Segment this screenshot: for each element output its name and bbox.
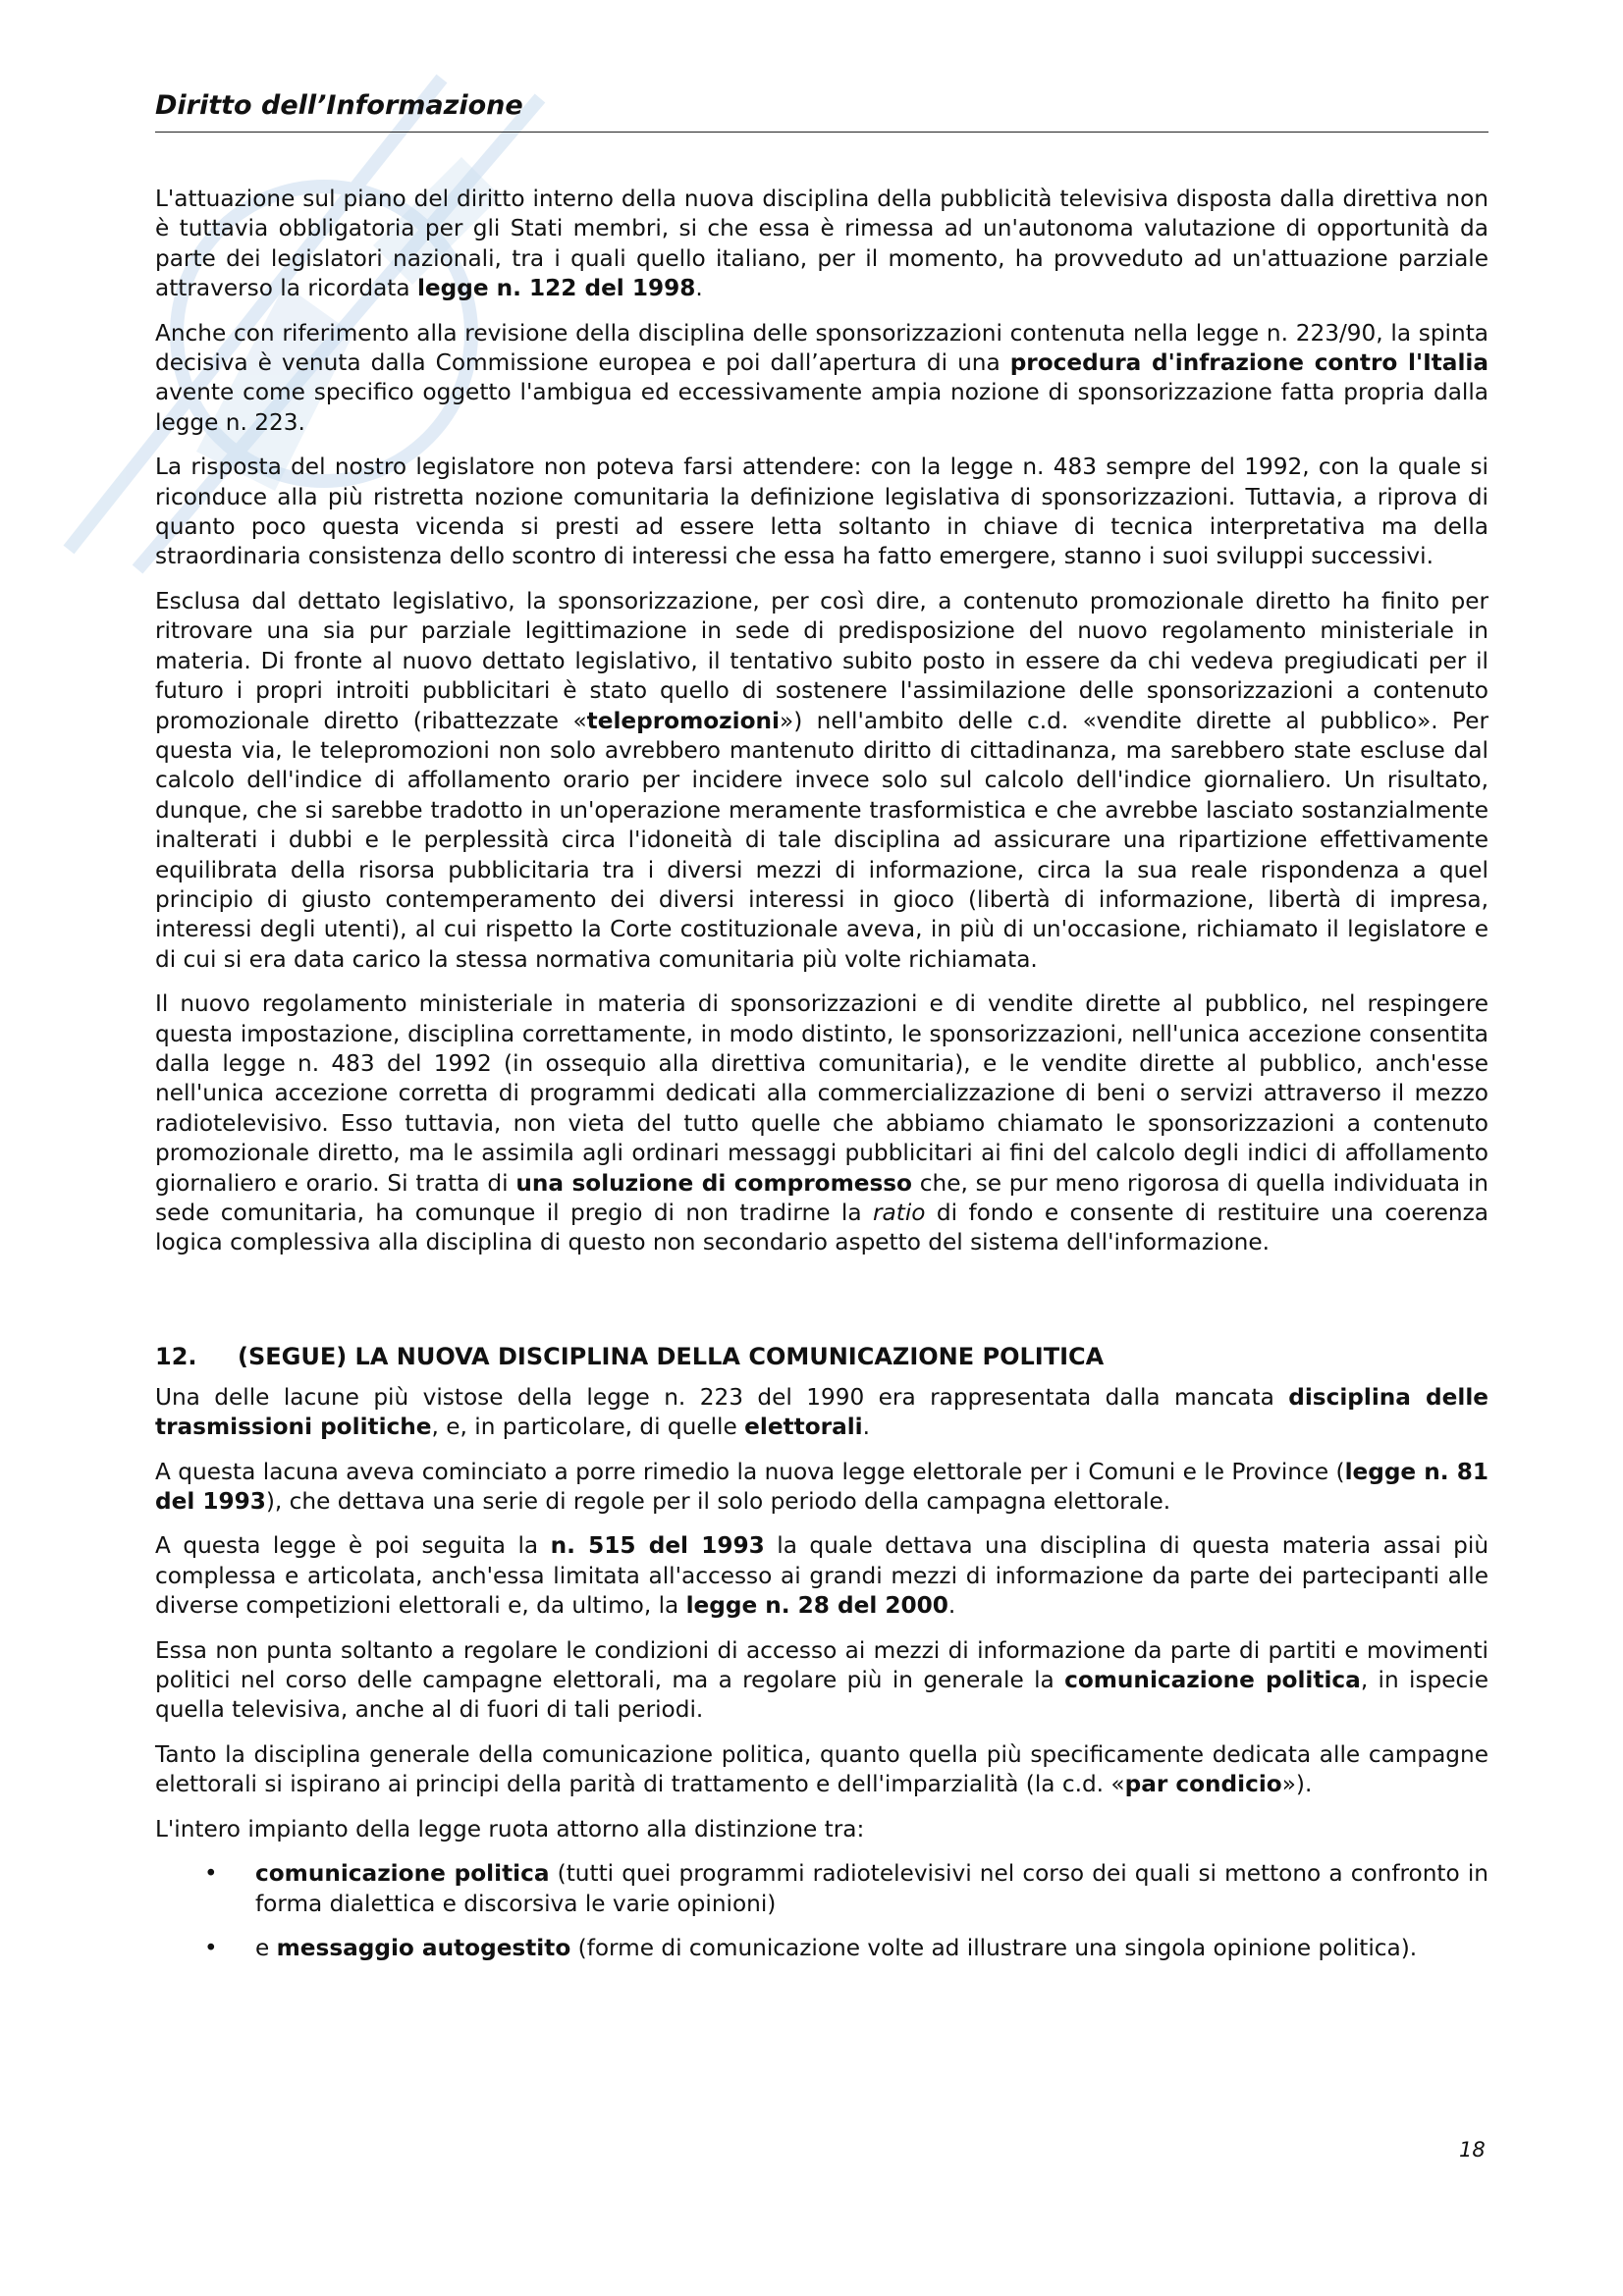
bullet-bold-text: comunicazione politica <box>255 1860 550 1888</box>
section-paragraph-bold-text: comunicazione politica <box>1064 1667 1361 1694</box>
section-paragraph <box>155 1383 1488 1443</box>
section-paragraphs <box>155 1383 1488 1844</box>
body-paragraph <box>155 185 1488 304</box>
body-paragraph-bold-text: legge n. 122 del 1998 <box>416 275 696 302</box>
section-paragraph-text: A questa legge è poi seguita la <box>155 1532 551 1560</box>
page-number: 18 <box>1459 2138 1486 2162</box>
body-paragraph-text: di fondo e consente di restituire una coerenza logica complessiva alla disciplina di questo non secondario aspetto del sistema dell'informazione. <box>155 1200 1488 1256</box>
body-paragraph-bold-text: procedura d'infrazione contro l'Italia <box>1009 349 1488 377</box>
bullet-text: (tutti quei programmi radiotelevisivi nel corso dei quali si mettono a confronto in forma dialettica e discorsiva le varie opinioni) <box>255 1860 1488 1917</box>
section-paragraph-text: la quale dettava una disciplina di questa materia assai più complessa e articolata, anch'essa limitata all'accesso ai grandi mezzi di informazione da parte dei partecipanti alle diverse competizioni elettorali e, da ultimo, la <box>155 1532 1489 1620</box>
bullet-item <box>155 1934 1488 1963</box>
bullet-icon: • <box>204 1935 218 1961</box>
body-paragraph-text: che, se pur meno rigorosa di quella individuata in sede comunitaria, ha comunque il pregio di non tradirne la <box>155 1169 1488 1226</box>
section-paragraph-text: . <box>862 1414 870 1441</box>
page-content <box>155 185 1488 1978</box>
bullet-item <box>155 1859 1488 1919</box>
body-paragraph <box>155 989 1488 1258</box>
section-paragraph-bold-text: disciplina delle trasmissioni politiche <box>155 1383 1488 1441</box>
body-paragraph-text: Esclusa dal dettato legislativo, la sponsorizzazione, per così dire, a contenuto promozionale diretto ha finito per ritrovare una sia pur parziale legittimazione in sede di predisposizione del nuovo regolamento ministeriale in materia. Di fronte al nuovo dettato legislativo, il tentativo subito posto in essere da chi vedeva pregiudicati per il futuro i propri introiti pubblicitari è stato quello di sostenere l'assimilazione delle sponsorizzazioni a contenuto promozionale diretto (ribattezzate « <box>155 587 1488 734</box>
bullet-bold-text: messaggio autogestito <box>276 1934 571 1961</box>
body-paragraph <box>155 319 1488 439</box>
document-header-title: Diritto dell’Informazione <box>155 90 523 121</box>
section-paragraph <box>155 1815 1488 1844</box>
body-paragraph-text: . <box>695 275 703 302</box>
section-paragraph <box>155 1531 1488 1621</box>
section-heading <box>155 1342 1488 1371</box>
section-paragraph-text: »). <box>1281 1771 1313 1798</box>
section-paragraph-text: Essa non punta soltanto a regolare le condizioni di accesso ai mezzi di informazione da parte di partiti e movimenti politici nel corso delle campagne elettorali, ma a regolare più in generale la <box>155 1636 1488 1694</box>
section-paragraph-text: , e, in particolare, di quelle <box>431 1414 745 1441</box>
section-paragraph <box>155 1740 1488 1800</box>
bullet-text <box>255 1859 1488 1919</box>
section-paragraph-bold-text: elettorali <box>744 1414 863 1441</box>
body-paragraph-bold-text: telepromozioni <box>586 707 781 734</box>
body-paragraph-text: Il nuovo regolamento ministeriale in materia di sponsorizzazioni e di vendite dirette al pubblico, nel respingere questa impostazione, disciplina correttamente, in modo distinto, le sponsorizzazioni, nell'unica accezione consentita dalla legge n. 483 del 1992 (in ossequio alla direttiva comunitaria), e le vendite dirette al pubblico, anch'esse nell'unica accezione corretta di programmi dedicati alla commercializzazione di beni o servizi attraverso il mezzo radiotelevisivo. Esso tuttavia, non vieta del tutto quelle che abbiamo chiamato le sponsorizzazioni a contenuto promozionale diretto, ma le assimila agli ordinari messaggi pubblicitari ai fini del calcolo degli indici di affollamento giornaliero e orario. Si tratta di <box>155 990 1488 1197</box>
section-paragraph-bold-text: n. 515 del 1993 <box>550 1532 765 1560</box>
body-paragraph-text: avente come specifico oggetto l'ambigua ed eccessivamente ampia nozione di sponsorizzazione fatta propria dalla legge n. 223. <box>155 379 1488 436</box>
body-paragraph-text: Anche con riferimento alla revisione della disciplina delle sponsorizzazioni contenuta nella legge n. 223/90, la spinta decisiva è venuta dalla Commissione europea e poi dall’apertura di una <box>155 319 1488 377</box>
section-paragraph-text: Tanto la disciplina generale della comunicazione politica, quanto quella più specificamente dedicata alle campagne elettorali si ispirano ai principi della parità di trattamento e dell'imparzialità (la c.d. « <box>155 1740 1488 1798</box>
body-paragraph <box>155 587 1488 975</box>
section-paragraph-text: Una delle lacune più vistose della legge n. 223 del 1990 era rappresentata dalla mancata <box>155 1383 1289 1411</box>
body-paragraph-text: L'attuazione sul piano del diritto interno della nuova disciplina della pubblicità televisiva disposta dalla direttiva non è tuttavia obbligatoria per gli Stati membri, si che essa è rimessa ad un'autonoma valutazione di opportunità da parte dei legislatori nazionali, tra i quali quello italiano, per il momento, ha provveduto ad un'attuazione parziale attraverso la ricordata <box>155 186 1488 302</box>
bullet-list <box>155 1859 1488 1963</box>
body-paragraph <box>155 453 1488 572</box>
bullet-text <box>255 1934 1488 1963</box>
body-paragraph-italic-text: ratio <box>872 1200 926 1226</box>
intro-paragraphs <box>155 185 1488 1258</box>
section-paragraph-text: . <box>947 1592 956 1620</box>
section-title: (SEGUE) LA NUOVA DISCIPLINA DELLA COMUNICAZIONE POLITICA <box>238 1342 1105 1370</box>
body-paragraph-text: La risposta del nostro legislatore non poteva farsi attendere: con la legge n. 483 sempre del 1992, con la quale si riconduce alla più ristretta nozione comunitaria la definizione legislativa di sponsorizzazioni. Tuttavia, a riprova di quanto poco questa vicenda si presti ad essere letta soltanto in chiave di tecnica interpretativa ma della straordinaria consistenza dello scontro di interessi che essa ha fatto emergere, stanno i suoi sviluppi successivi. <box>155 454 1488 570</box>
section-paragraph-text: A questa lacuna aveva cominciato a porre rimedio la nuova legge elettorale per i Comuni e le Province ( <box>155 1458 1345 1485</box>
bullet-text: e <box>255 1934 277 1961</box>
header-divider <box>155 132 1488 133</box>
bullet-text: (forme di comunicazione volte ad illustrare una singola opinione politica). <box>570 1934 1418 1961</box>
section-paragraph-text: ), che dettava una serie di regole per il solo periodo della campagna elettorale. <box>265 1488 1171 1516</box>
section-paragraph <box>155 1636 1488 1726</box>
body-paragraph-text: ») nell'ambito delle c.d. «vendite dirette al pubblico». Per questa via, le telepromozioni non solo avrebbero mantenuto diritto di cittadinanza, ma sarebbero state escluse dal calcolo dell'indice di affollamento orario per incidere invece solo sul calcolo dell'indice giornaliero. Un risultato, dunque, che si sarebbe tradotto in un'operazione meramente trasformistica e che avrebbe lasciato sostanzialmente inalterati i dubbi e le perplessità circa l'idoneità di tale disciplina ad assicurare una ripartizione effettivamente equilibrata della risorsa pubblicitaria tra i diversi mezzi di informazione, circa la sua reale rispondenza a quel principio di giusto contemperamento dei diversi interessi in gioco (libertà di informazione, libertà di impresa, interessi degli utenti), al cui rispetto la Corte costituzionale aveva, in più di un'occasione, richiamato il legislatore e di cui si era data carico la stessa normativa comunitaria più volte richiamata. <box>155 707 1488 973</box>
section-paragraph-text: , in ispecie quella televisiva, anche al di fuori di tali periodi. <box>155 1667 1488 1724</box>
body-paragraph-bold-text: una soluzione di compromesso <box>515 1169 912 1197</box>
section-paragraph <box>155 1458 1488 1518</box>
section-paragraph-bold-text: par condicio <box>1124 1771 1282 1798</box>
section-paragraph-text: L'intero impianto della legge ruota attorno alla distinzione tra: <box>155 1815 865 1842</box>
section-paragraph-bold-text: legge n. 28 del 2000 <box>685 1592 948 1620</box>
section-paragraph-bold-text: legge n. 81 del 1993 <box>155 1458 1488 1516</box>
section-number: 12. <box>155 1342 197 1370</box>
bullet-icon: • <box>204 1861 218 1888</box>
